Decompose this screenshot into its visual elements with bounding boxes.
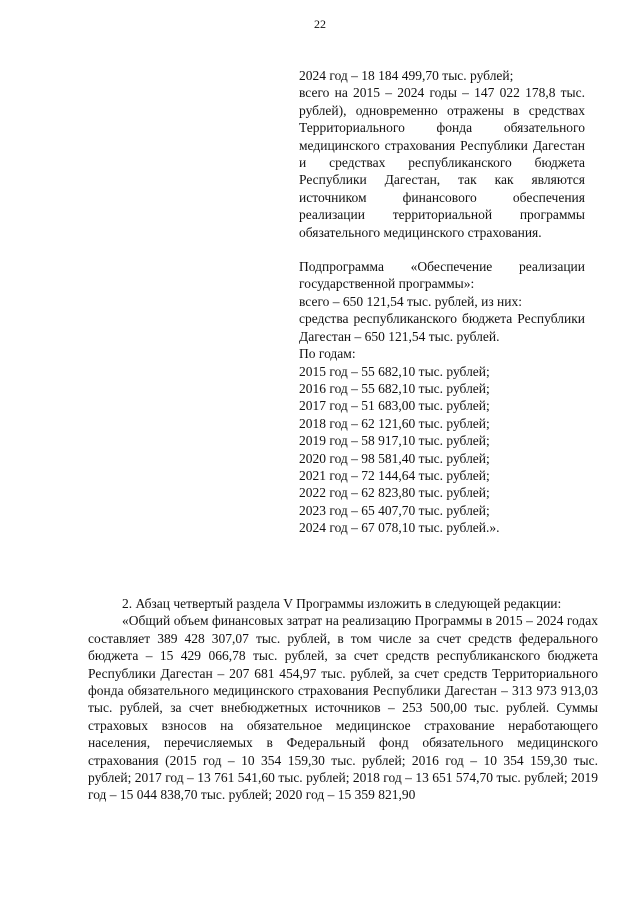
year-line: 2015 год – 55 682,10 тыс. рублей; [299,363,490,379]
year-line: 2018 год – 62 121,60 тыс. рублей; [299,415,490,431]
year-line: 2016 год – 55 682,10 тыс. рублей; [299,380,490,396]
year-line: 2020 год – 98 581,40 тыс. рублей; [299,450,490,466]
year-line: 2023 год – 65 407,70 тыс. рублей; [299,502,490,518]
subprogram-budget: средства республиканского бюджета Республики Дагестан – 650 121,54 тыс. рублей. [299,311,585,344]
year-line: 2017 год – 51 683,00 тыс. рублей; [299,398,490,414]
top-block [299,67,585,537]
main-text [88,595,598,804]
tf-line-2024: 2024 год – 18 184 499,70 тыс. рублей; [299,68,514,83]
subprogram-title: Подпрограмма «Обеспечение реализации государственной программы»: [299,259,585,292]
subprogram-total: всего – 650 121,54 тыс. рублей, из них: [299,293,522,309]
year-line: 2024 год – 67 078,10 тыс. рублей.». [299,520,500,536]
item-2-paragraph: 2. Абзац четвертый раздела V Программы изложить в следующей редакции: [122,596,562,611]
by-years-label: По годам: [299,346,356,362]
year-line: 2021 год – 72 144,64 тыс. рублей; [299,467,490,483]
year-line: 2022 год – 62 823,80 тыс. рублей; [299,485,490,501]
quoted-paragraph: «Общий объем финансовых затрат на реализацию Программы в 2015 – 2024 годах составляет 389 428 307,07 тыс. рублей, в том числе за счет средств федерального бюджета – 15 429 066,78 тыс. рублей, за счет средств республиканского бюджета Республики Дагестан – 207 681 454,97 тыс. рублей, за счет средств Территориального фонда обязательного медицинского страхования Республики Дагестан – 313 973 913,03 тыс. рублей, за счет внебюджетных источников – 253 500,00 тыс. рублей. Суммы страховых взносов на обязательное медицинское страхование неработающего населения, перечисляемых в Федеральный фонд обязательного медицинского страхования (2015 год – 10 354 159,30 тыс. рублей; 2016 год – 10 354 159,30 тыс. рублей; 2017 год – 13 761 541,60 тыс. рублей; 2018 год – 13 651 574,70 тыс. рублей; 2019 год – 15 044 838,70 тыс. рублей; 2020 год – 15 359 821,90 [88,613,598,803]
year-line: 2019 год – 58 917,10 тыс. рублей; [299,433,490,449]
spacer [299,241,585,258]
tf-total-text: всего на 2015 – 2024 годы – 147 022 178,8 тыс. рублей), одновременно отражены в средствах Территориального фонда обязательного медицинского страхования Республики Дагестан и средствах республиканского бюджета Республики Дагестан, так как являются источником финансового обеспечения реализации территориальной программы обязательного медицинского страхования. [299,85,585,240]
page-number: 22 [314,17,326,31]
